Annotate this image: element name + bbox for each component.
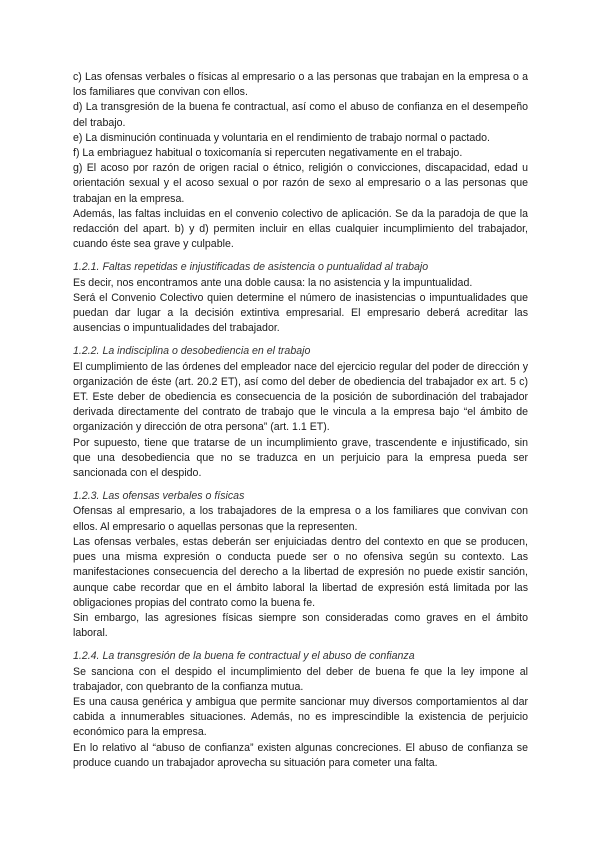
section-1-2-4 bbox=[73, 649, 528, 771]
section-heading: 1.2.4. La transgresión de la buena fe contractual y el abuso de confianza bbox=[73, 650, 415, 663]
list-item-e: e) La disminución continuada y voluntaria en el rendimiento de trabajo normal o pactado. bbox=[73, 131, 490, 144]
section-1-2-3 bbox=[73, 489, 528, 641]
paragraph: Se sanciona con el despido el incumplimiento del deber de buena fe que la ley impone al trabajador, con quebranto de la confianza mutua. bbox=[73, 665, 528, 693]
section-1-2-2 bbox=[73, 344, 528, 481]
paragraph: Es una causa genérica y ambigua que permite sancionar muy diversos comportamientos al dar cabida a innumerables situaciones. Además, no es imprescindible la existencia de perjuicio económico para la empresa. bbox=[73, 695, 528, 739]
paragraph: Las ofensas verbales, estas deberán ser enjuiciadas dentro del contexto en que se producen, pues una misma expresión o conducta puede ser o no ofensiva según su contexto. Las manifestaciones consecuencia del derecho a la libertad de expresión no puede existir sanción, aunque cabe recordar que en el ámbito laboral la libertad de expresión está limitada por las obligaciones propias del contrato como la buena fe. bbox=[73, 535, 528, 609]
paragraph: Ofensas al empresario, a los trabajadores de la empresa o a los familiares que convivan con ellos. Al empresario o aquellas personas que la representen. bbox=[73, 505, 528, 533]
list-item-c: c) Las ofensas verbales o físicas al empresario o a las personas que trabajan en la empresa o a los familiares que convivan con ellos. bbox=[73, 71, 528, 99]
list-item-f: f) La embriaguez habitual o toxicomanía si repercuten negativamente en el trabajo. bbox=[73, 147, 463, 160]
paragraph: En lo relativo al “abuso de confianza” existen algunas concreciones. El abuso de confianza se produce cuando un trabajador aprovecha su situación para cometer una falta. bbox=[73, 741, 528, 769]
intro-paragraph: Además, las faltas incluidas en el convenio colectivo de aplicación. Se da la paradoja de que la redacción del apart. b) y d) permiten incluir en ellas cualquier incumplimiento del trabajador, cuando éste sea grave y culpable. bbox=[73, 207, 528, 251]
list-item-d: d) La transgresión de la buena fe contractual, así como el abuso de confianza en el desempeño del trabajo. bbox=[73, 101, 528, 129]
section-heading: 1.2.3. Las ofensas verbales o físicas bbox=[73, 490, 245, 503]
list-item-g: g) El acoso por razón de origen racial o étnico, religión o convicciones, discapacidad, edad u orientación sexual y el acoso sexual o por razón de sexo al empresario o a las personas que trabajan en la empresa. bbox=[73, 162, 528, 205]
section-heading: 1.2.2. La indisciplina o desobediencia en el trabajo bbox=[73, 345, 311, 358]
intro-block bbox=[73, 70, 528, 252]
paragraph: Por supuesto, tiene que tratarse de un incumplimiento grave, trascendente e injustificado, sin que una desobediencia que no se traduzca en un perjuicio para la empresa pueda ser sancionada con el despido. bbox=[73, 436, 528, 480]
section-1-2-1 bbox=[73, 260, 528, 336]
section-heading: 1.2.1. Faltas repetidas e injustificadas de asistencia o puntualidad al trabajo bbox=[73, 261, 429, 274]
paragraph: El cumplimiento de las órdenes del empleador nace del ejercicio regular del poder de dirección y organización de éste (art. 20.2 ET), así como del deber de obediencia del trabajador ex art. 5 c) ET. Este deber de obediencia es consecuencia de la posición de subordinación del trabajador derivada directamente del contrato de trabajo que le vincula a la empresa bajo “el ámbito de organización y dirección de otra persona” (art. 1.1 ET). bbox=[73, 360, 528, 434]
paragraph: Sin embargo, las agresiones físicas siempre son consideradas como graves en el ámbito laboral. bbox=[73, 611, 528, 640]
paragraph: Es decir, nos encontramos ante una doble causa: la no asistencia y la impuntualidad. bbox=[73, 276, 473, 289]
paragraph: Será el Convenio Colectivo quien determine el número de inasistencias o impuntualidades que puedan dar lugar a la decisión extintiva empresarial. El empresario deberá acreditar las ausencias o impuntualidades del trabajador. bbox=[73, 291, 528, 335]
document-page bbox=[73, 70, 528, 771]
